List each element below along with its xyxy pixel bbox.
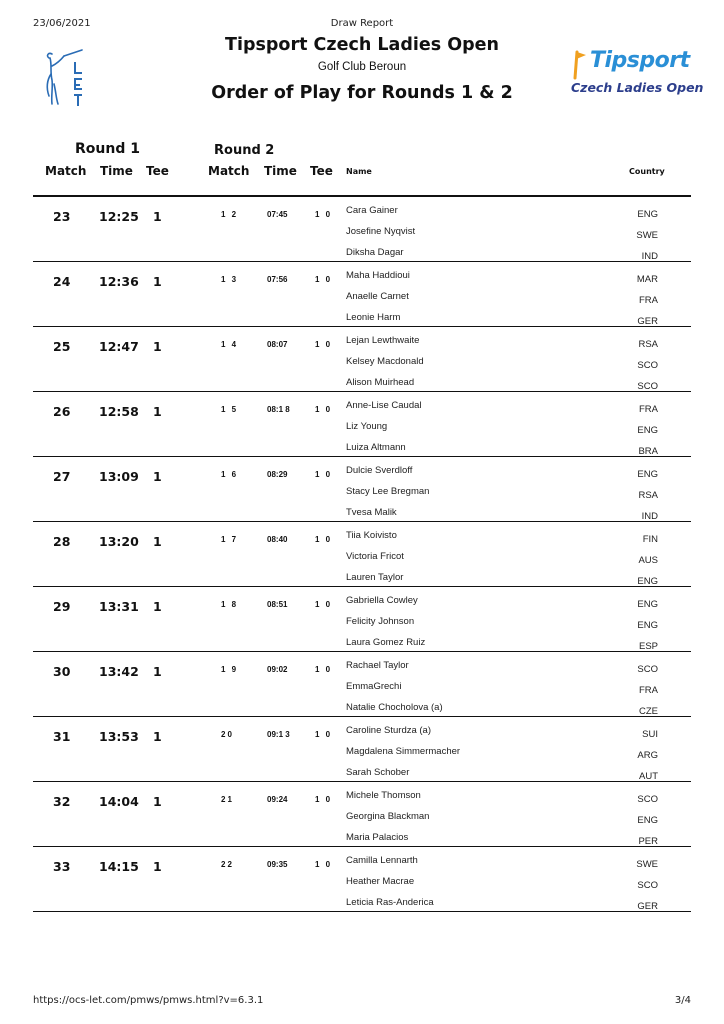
player-country: AUT: [639, 771, 658, 782]
col-time-r2: Time: [264, 164, 297, 178]
group-row: [33, 262, 691, 327]
player-row: [33, 205, 691, 226]
group-row: [33, 327, 691, 392]
player-name: Victoria Fricot: [346, 551, 404, 562]
player-country: ENG: [637, 209, 658, 220]
player-row: [33, 725, 691, 746]
player-name: Sarah Schober: [346, 767, 410, 778]
player-name: Stacy Lee Bregman: [346, 486, 430, 497]
player-country: ENG: [637, 599, 658, 610]
player-row: [33, 876, 691, 897]
tee-time: 13:09: [99, 469, 139, 484]
col-match-r2: Match: [208, 164, 250, 178]
player-country: ARG: [637, 750, 658, 761]
event-subtitle: Order of Play for Rounds 1 & 2: [211, 83, 513, 103]
player-name: Laura Gomez Ruiz: [346, 637, 426, 648]
tee-time: 13:53: [99, 729, 139, 744]
player-name: Caroline Sturdza (a): [346, 725, 432, 736]
player-country: ENG: [637, 620, 658, 631]
col-tee-r1: Tee: [146, 164, 169, 178]
match-number: 29: [53, 599, 71, 614]
group-row: [33, 587, 691, 652]
player-name: Anaelle Carnet: [346, 291, 409, 302]
player-name: Leonie Harm: [346, 312, 401, 323]
match-number: 28: [53, 534, 71, 549]
player-row: [33, 400, 691, 421]
player-country: FRA: [639, 404, 658, 415]
round2-match-number: 1 5: [221, 405, 239, 414]
groups-list: [33, 197, 691, 912]
match-number: 25: [53, 339, 71, 354]
tee-number: 1: [153, 599, 162, 614]
player-name: Georgina Blackman: [346, 811, 430, 822]
player-country: MAR: [636, 274, 658, 285]
match-number: 27: [53, 469, 71, 484]
player-name: Heather Macrae: [346, 876, 415, 887]
player-name: Kelsey Macdonald: [346, 356, 424, 367]
round2-tee-number: 1 0: [315, 730, 333, 739]
tee-number: 1: [153, 664, 162, 679]
round2-match-number: 1 8: [221, 600, 239, 609]
round2-match-number: 22: [221, 860, 234, 869]
print-page-number: 3/4: [674, 995, 691, 1006]
round2-match-number: 1 7: [221, 535, 239, 544]
round2-match-number: 1 4: [221, 340, 239, 349]
player-country: RSA: [638, 339, 658, 350]
round2-header: Round 2: [214, 143, 275, 158]
player-country: SCO: [637, 794, 658, 805]
event-title: Tipsport Czech Ladies Open: [225, 35, 499, 55]
player-name: Camilla Lennarth: [346, 855, 418, 866]
player-name: Maha Haddioui: [346, 270, 410, 281]
player-row: [33, 530, 691, 551]
round2-match-number: 1 2: [221, 210, 239, 219]
round2-match-number: 21: [221, 795, 234, 804]
player-country: GER: [637, 901, 658, 912]
player-row: [33, 486, 691, 507]
round2-tee-time: 08:1 8: [267, 405, 290, 414]
player-country: ENG: [637, 815, 658, 826]
print-title: Draw Report: [330, 18, 394, 29]
round2-tee-number: 1 0: [315, 535, 333, 544]
player-country: PER: [638, 836, 658, 847]
player-row: [33, 270, 691, 291]
player-country: GER: [637, 316, 658, 327]
player-country: FIN: [642, 534, 658, 545]
player-name: Tiia Koivisto: [346, 530, 397, 541]
group-row: [33, 782, 691, 847]
tee-time: 13:42: [99, 664, 139, 679]
group-row: [33, 847, 691, 912]
tee-number: 1: [153, 209, 162, 224]
round2-match-number: 1 3: [221, 275, 239, 284]
player-row: [33, 811, 691, 832]
player-row: [33, 616, 691, 637]
tee-number: 1: [153, 339, 162, 354]
tee-time: 14:15: [99, 859, 139, 874]
round2-match-number: 1 6: [221, 470, 239, 479]
player-name: Diksha Dagar: [346, 247, 404, 258]
group-row: [33, 457, 691, 522]
player-name: Magdalena Simmermacher: [346, 746, 461, 757]
match-number: 31: [53, 729, 71, 744]
tee-number: 1: [153, 794, 162, 809]
player-row: [33, 897, 691, 918]
print-date: 23/06/2021: [33, 18, 91, 29]
player-name: Leticia Ras-Anderica: [346, 897, 434, 908]
player-row: [33, 790, 691, 811]
flag-icon: [568, 48, 590, 82]
round2-tee-time: 09:35: [267, 860, 288, 869]
player-country: SWE: [636, 859, 658, 870]
tee-time: 12:25: [99, 209, 139, 224]
player-country: IND: [641, 251, 658, 262]
player-country: ENG: [637, 469, 658, 480]
round2-match-number: 1 9: [221, 665, 239, 674]
round2-tee-time: 08:51: [267, 600, 288, 609]
tee-number: 1: [153, 274, 162, 289]
player-country: BRA: [638, 446, 658, 457]
player-country: SCO: [637, 381, 658, 392]
player-row: [33, 226, 691, 247]
match-number: 26: [53, 404, 71, 419]
player-name: Gabriella Cowley: [346, 595, 418, 606]
round2-tee-time: 07:56: [267, 275, 288, 284]
col-name: Name: [346, 167, 372, 176]
group-row: [33, 197, 691, 262]
player-name: Liz Young: [346, 421, 388, 432]
player-name: Josefine Nyqvist: [346, 226, 416, 237]
tee-time: 12:36: [99, 274, 139, 289]
player-country: ESP: [638, 641, 658, 652]
player-country: SCO: [637, 360, 658, 371]
tee-time: 14:04: [99, 794, 139, 809]
player-country: FRA: [639, 685, 658, 696]
player-name: EmmaGrechi: [346, 681, 402, 692]
tee-number: 1: [153, 469, 162, 484]
player-name: Anne-Lise Caudal: [346, 400, 422, 411]
player-row: [33, 595, 691, 616]
player-row: [33, 356, 691, 377]
player-name: Rachael Taylor: [346, 660, 409, 671]
match-number: 33: [53, 859, 71, 874]
player-name: Tvesa Malik: [346, 507, 397, 518]
player-name: Michele Thomson: [346, 790, 421, 801]
player-name: Lejan Lewthwaite: [346, 335, 420, 346]
player-name: Alison Muirhead: [346, 377, 415, 388]
col-match-r1: Match: [45, 164, 87, 178]
player-name: Cara Gainer: [346, 205, 398, 216]
round2-tee-number: 1 0: [315, 470, 333, 479]
tee-time: 12:58: [99, 404, 139, 419]
group-row: [33, 392, 691, 457]
player-row: [33, 746, 691, 767]
round1-header: Round 1: [75, 141, 140, 157]
round2-tee-time: 08:40: [267, 535, 288, 544]
player-country: CZE: [639, 706, 658, 717]
group-row: [33, 717, 691, 782]
match-number: 24: [53, 274, 71, 289]
player-country: FRA: [639, 295, 658, 306]
round2-tee-number: 1 0: [315, 275, 333, 284]
group-row: [33, 522, 691, 587]
player-row: [33, 291, 691, 312]
round2-tee-time: 09:02: [267, 665, 288, 674]
player-country: AUS: [638, 555, 658, 566]
round2-tee-number: 1 0: [315, 665, 333, 674]
player-name: Felicity Johnson: [346, 616, 415, 627]
print-url: https://ocs-let.com/pmws/pmws.html?v=6.3.1: [33, 995, 264, 1006]
match-number: 23: [53, 209, 71, 224]
player-row: [33, 855, 691, 876]
player-country: SWE: [636, 230, 658, 241]
player-name: Luiza Altmann: [346, 442, 406, 453]
round2-tee-time: 08:29: [267, 470, 288, 479]
tee-time: 13:31: [99, 599, 139, 614]
group-row: [33, 652, 691, 717]
tee-time: 13:20: [99, 534, 139, 549]
player-country: SUI: [642, 729, 658, 740]
round2-tee-time: 07:45: [267, 210, 288, 219]
tee-time: 12:47: [99, 339, 139, 354]
event-venue: Golf Club Beroun: [317, 61, 407, 73]
tee-number: 1: [153, 534, 162, 549]
tipsport-logo: [568, 48, 704, 100]
tipsport-wordmark: Tipsport: [590, 48, 690, 73]
round2-tee-number: 1 0: [315, 860, 333, 869]
match-number: 32: [53, 794, 71, 809]
player-country: SCO: [637, 664, 658, 675]
player-country: RSA: [638, 490, 658, 501]
player-row: [33, 421, 691, 442]
player-country: IND: [641, 511, 658, 522]
tee-number: 1: [153, 859, 162, 874]
round2-tee-number: 1 0: [315, 600, 333, 609]
player-row: [33, 465, 691, 486]
round2-tee-time: 08:07: [267, 340, 288, 349]
round2-tee-number: 1 0: [315, 340, 333, 349]
player-name: Lauren Taylor: [346, 572, 404, 583]
player-name: Dulcie Sverdloff: [346, 465, 413, 476]
player-name: Maria Palacios: [346, 832, 409, 843]
player-row: [33, 660, 691, 681]
player-country: SCO: [637, 880, 658, 891]
col-time-r1: Time: [100, 164, 133, 178]
player-name: Natalie Chocholova (a): [346, 702, 443, 713]
player-row: [33, 551, 691, 572]
player-row: [33, 681, 691, 702]
round2-tee-time: 09:24: [267, 795, 288, 804]
tee-number: 1: [153, 404, 162, 419]
round2-tee-number: 1 0: [315, 795, 333, 804]
player-country: ENG: [637, 425, 658, 436]
tee-number: 1: [153, 729, 162, 744]
round2-tee-number: 1 0: [315, 210, 333, 219]
match-number: 30: [53, 664, 71, 679]
player-country: ENG: [637, 576, 658, 587]
col-tee-r2: Tee: [310, 164, 333, 178]
player-row: [33, 335, 691, 356]
tipsport-tagline: Czech Ladies Open: [571, 80, 704, 95]
round2-tee-number: 1 0: [315, 405, 333, 414]
round2-tee-time: 09:1 3: [267, 730, 290, 739]
round2-match-number: 20: [221, 730, 234, 739]
col-country: Country: [629, 167, 665, 176]
